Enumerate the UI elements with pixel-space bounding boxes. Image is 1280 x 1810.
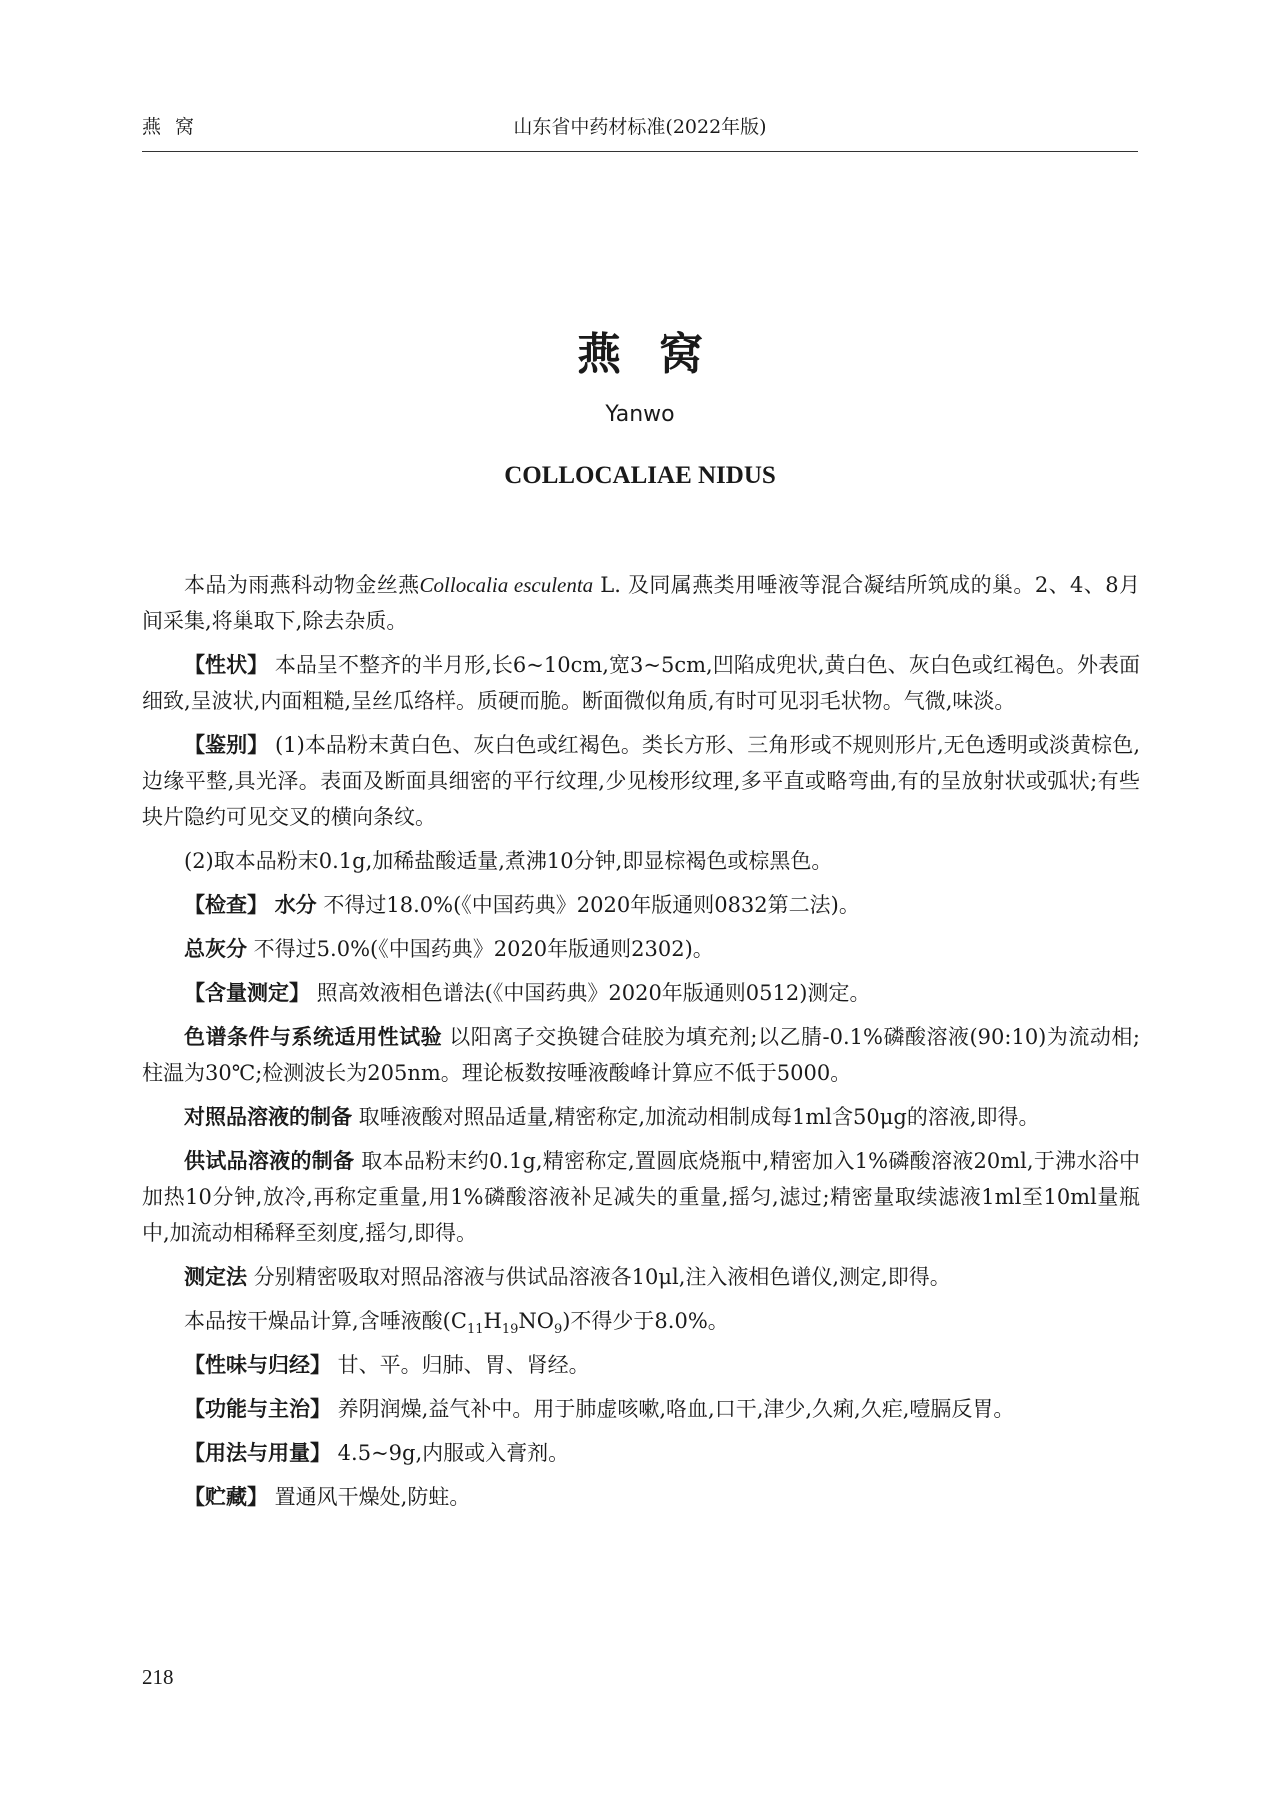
section-label: 【检查】 [184,893,268,917]
formula-no: NO [518,1309,554,1333]
section-label: 【性味与归经】 [184,1353,331,1377]
section-text: 取本品粉末约0.1g,精密称定,置圆底烧瓶中,精密加入1%磷酸溶液20ml,于沸水浴中加热10分钟,放冷,再称定重量,用1%磷酸溶液补足减失的重量,摇匀,滤过;精密量取续滤液1ml至10ml量瓶中,加流动相稀释至刻度,摇匀,即得。 [142,1149,1140,1245]
section-text: 以阳离子交换键合硅胶为填充剂;以乙腈-0.1%磷酸溶液(90:10)为流动相;柱温为30℃;检测波长为205nm。理论板数按唾液酸峰计算应不低于5000。 [142,1025,1140,1085]
section-text: 照高效液相色谱法(《中国药典》2020年版通则0512)测定。 [310,981,871,1005]
result-post: )不得少于8.0%。 [562,1309,729,1333]
section-text: 甘、平。归肺、胃、肾经。 [331,1353,590,1377]
subsection-label: 色谱条件与系统适用性试验 [184,1025,443,1049]
section-text: 养阴润燥,益气补中。用于肺虚咳嗽,咯血,口干,津少,久痢,久疟,噎膈反胃。 [331,1397,1015,1421]
section-text: 不得过18.0%(《中国药典》2020年版通则0832第二法)。 [316,893,860,917]
pinyin-name: Yanwo [605,402,675,427]
section-label: 【贮藏】 [184,1485,268,1509]
section-jiancha [142,887,1140,923]
section-huifen [142,931,1140,967]
running-header [142,112,1138,152]
section-text: 分别精密吸取对照品溶液与供试品溶液各10μl,注入液相色谱仪,测定,即得。 [247,1265,951,1289]
section-text: 4.5~9g,内服或入膏剂。 [331,1441,570,1465]
section-label: 【用法与用量】 [184,1441,331,1465]
section-xingwei [142,1347,1140,1383]
result-pre: 本品按干燥品计算,含唾液酸(C [184,1309,467,1333]
subsection-label: 测定法 [184,1265,247,1289]
section-duizhao [142,1099,1140,1135]
formula-sub: 19 [501,1322,519,1338]
header-left-title: 燕窝 [142,116,209,138]
section-text: 本品呈不整齐的半月形,长6~10cm,宽3~5cm,凹陷成兜状,黄白色、灰白色或红褐色。外表面细致,呈波状,内面粗糙,呈丝瓜络样。质硬而脆。断面微似角质,有时可见羽毛状物。气微,味淡。 [142,653,1141,713]
section-jianbie [142,727,1140,835]
section-result [142,1303,1140,1339]
species-name: Collocalia esculenta [419,573,594,597]
intro-post: L. 及同属燕类用唾液等混合凝结所筑成的巢。2、4、8月间采集,将巢取下,除去杂质。 [142,573,1140,633]
formula-sub: 9 [553,1322,563,1338]
section-hanliang [142,975,1140,1011]
section-label: 【功能与主治】 [184,1397,331,1421]
intro-pre: 本品为雨燕科动物金丝燕 [184,573,420,597]
subsection-label: 总灰分 [184,937,247,961]
subsection-label: 水分 [274,893,317,917]
section-text: 取唾液酸对照品适量,精密称定,加流动相制成每1ml含50μg的溶液,即得。 [352,1105,1040,1129]
page-number: 218 [142,1665,174,1689]
formula-h: H [483,1309,502,1333]
section-xingzhuang [142,647,1140,719]
formula-sub: 11 [466,1322,484,1338]
section-label: 【鉴别】 [184,733,269,757]
monograph-body [142,567,1140,1523]
intro-paragraph [142,567,1140,639]
section-zhucang [142,1479,1140,1515]
section-gongneng [142,1391,1140,1427]
section-text: 不得过5.0%(《中国药典》2020年版通则2302)。 [247,937,714,961]
page-title: 燕窝 [577,329,741,380]
header-book-title: 山东省中药材标准(2022年版) [513,116,767,138]
section-gongshi [142,1143,1140,1251]
section-label: 【性状】 [184,653,269,677]
section-ceding [142,1259,1140,1295]
section-text: (1)本品粉末黄白色、灰白色或红褐色。类长方形、三角形或不规则形片,无色透明或淡黄棕色,边缘平整,具光泽。表面及断面具细密的平行纹理,少见梭形纹理,多平直或略弯曲,有的呈放射状或弧状;有些块片隐约可见交叉的横向条纹。 [142,733,1140,829]
section-jianbie-2 [142,843,1140,879]
subsection-label: 供试品溶液的制备 [184,1149,355,1173]
latin-name: COLLOCALIAE NIDUS [504,462,776,489]
section-yongfa [142,1435,1140,1471]
section-text: (2)取本品粉末0.1g,加稀盐酸适量,煮沸10分钟,即显棕褐色或棕黑色。 [184,849,833,873]
section-sepu [142,1019,1140,1091]
subsection-label: 对照品溶液的制备 [184,1105,352,1129]
section-text: 置通风干燥处,防蛀。 [268,1485,471,1509]
header-rule [142,151,1138,152]
section-label: 【含量测定】 [184,981,310,1005]
